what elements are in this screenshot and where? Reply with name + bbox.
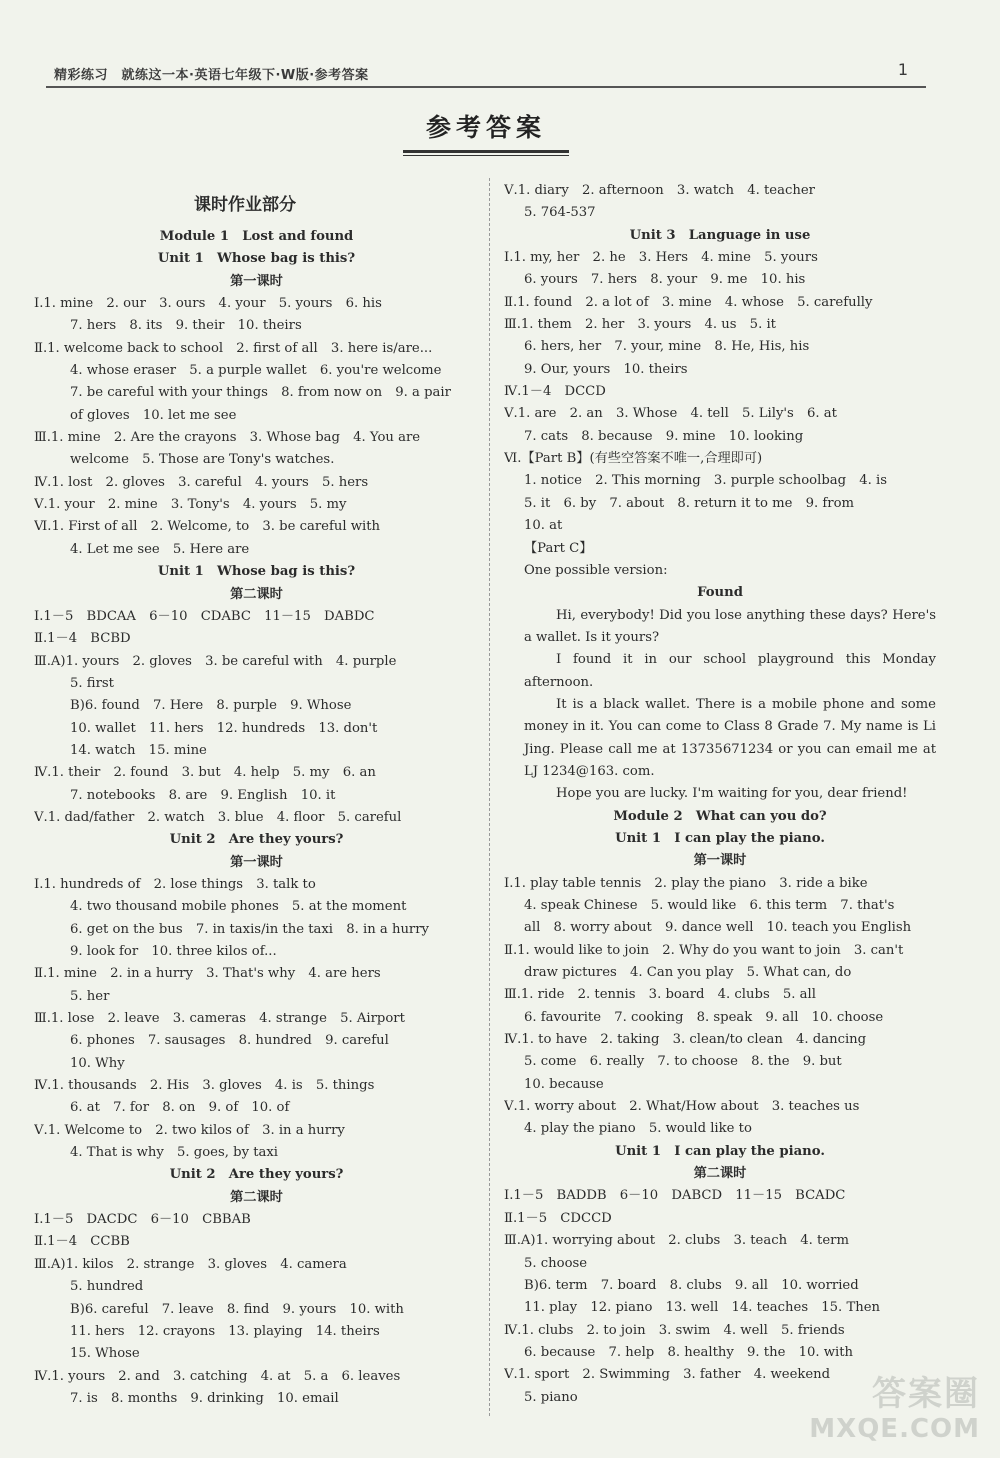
answer-line: Ⅱ.1. welcome back to school 2. first of all 3. here is/are... (34, 340, 433, 356)
answer-line: Ⅴ.1. diary 2. afternoon 3. watch 4. teacher (504, 183, 815, 198)
answer-line: 5. 764-537 (524, 205, 596, 221)
answer-line: Ⅳ.1. thousands 2. His 3. gloves 4. is 5. things (34, 1078, 375, 1094)
answer-line: Jing. Please call me at 13735671234 or you can email me at (524, 741, 936, 757)
answer-line: 4. play the piano 5. would like to (524, 1121, 752, 1137)
answer-line: 6. phones 7. sausages 8. hundred 9. careful (70, 1033, 389, 1049)
section-heading: 第二课时 (230, 586, 283, 602)
answer-line: Ⅳ.1. yours 2. and 3. catching 4. at 5. a 6. leaves (34, 1368, 401, 1384)
answer-line: Ⅰ.1. play table tennis 2. play the piano 3. ride a bike (504, 875, 868, 891)
answer-line: It is a black wallet. There is a mobile phone and some (556, 696, 936, 712)
section-heading: Unit 1 I can play the piano. (615, 1143, 825, 1159)
section-heading: 课时作业部分 (194, 195, 296, 215)
answer-line: 5. first (70, 675, 114, 691)
answer-line: B)6. term 7. board 8. clubs 9. all 10. worried (524, 1277, 859, 1293)
answer-line: Ⅲ.1. them 2. her 3. yours 4. us 5. it (504, 317, 776, 333)
section-heading: Unit 1 Whose bag is this? (157, 564, 356, 580)
answer-line: 11. hers 12. crayons 13. playing 14. theirs (70, 1323, 380, 1339)
watermark-text: 答案圈 (872, 1374, 980, 1414)
answer-line: Ⅵ.1. First of all 2. Welcome, to 3. be careful with (34, 519, 381, 535)
answer-line: Hope you are lucky. I'm waiting for you, dear friend! (556, 786, 908, 802)
page-title: 参考答案 (425, 113, 546, 142)
answer-line: 4. speak Chinese 5. would like 6. this term 7. that's (524, 898, 895, 913)
page-header (46, 60, 926, 88)
answer-line: B)6. careful 7. leave 8. find 9. yours 10. with (70, 1301, 404, 1317)
answer-line: Ⅱ.1－4 BCBD (34, 631, 131, 647)
section-heading: Module 2 What can you do? (613, 808, 827, 824)
answer-line: Ⅱ.1. would like to join 2. Why do you want to join 3. can't (504, 942, 904, 958)
answer-line: 6. favourite 7. cooking 8. speak 9. all 10. choose (524, 1009, 884, 1025)
answer-line: 6. hers, her 7. your, mine 8. He, His, his (524, 339, 810, 355)
title-underline (403, 150, 569, 156)
answer-line: 【Part C】 (524, 540, 593, 556)
answer-line: Hi, everybody! Did you lose anything these days? Here's (556, 607, 936, 623)
answer-line: Ⅰ.1. my, her 2. he 3. Hers 4. mine 5. yours (504, 250, 818, 266)
section-heading: Unit 1 I can play the piano. (615, 830, 825, 846)
answer-line: Ⅴ.1. your 2. mine 3. Tony's 4. yours 5. my (34, 497, 347, 513)
answer-line: Ⅴ.1. sport 2. Swimming 3. father 4. weekend (504, 1367, 831, 1383)
right-column (504, 180, 936, 1409)
answer-line: 7. notebooks 8. are 9. English 10. it (70, 787, 336, 803)
answer-line: LJ 1234@163. com. (524, 763, 655, 779)
answer-line: 7. is 8. months 9. drinking 10. email (70, 1390, 339, 1406)
answer-line: 7. cats 8. because 9. mine 10. looking (524, 428, 804, 444)
answer-line: 14. watch 15. mine (70, 742, 207, 758)
answer-line: 6. get on the bus 7. in taxis/in the taxi 8. in a hurry (70, 921, 429, 937)
answer-line: 10. wallet 11. hers 12. hundreds 13. don't (70, 720, 378, 736)
answer-line: Ⅳ.1－4 DCCD (504, 384, 606, 400)
answer-line: 6. yours 7. hers 8. your 9. me 10. his (524, 272, 806, 288)
answer-line: Ⅳ.1. clubs 2. to join 3. swim 4. well 5. friends (504, 1322, 845, 1338)
answer-line: Ⅳ.1. to have 2. taking 3. clean/to clean 4. dancing (504, 1032, 867, 1048)
answer-line: Ⅱ.1－5 CDCCD (504, 1210, 612, 1226)
answer-line: Ⅰ.1－5 BADDB 6－10 DABCD 11－15 BCADC (504, 1188, 846, 1204)
answer-line: welcome 5. Those are Tony's watches. (70, 452, 335, 468)
answer-line: Ⅱ.1. found 2. a lot of 3. mine 4. whose 5. carefully (504, 294, 873, 310)
answer-line: I found it in our school playground this Monday (556, 652, 936, 668)
answer-line: Ⅴ.1. dad/father 2. watch 3. blue 4. floor 5. careful (34, 809, 402, 825)
answer-line: Ⅳ.1. lost 2. gloves 3. careful 4. yours 5. hers (34, 474, 369, 490)
watermark-url: MXQE.COM (809, 1414, 980, 1444)
answer-line: Ⅲ.A)1. kilos 2. strange 3. gloves 4. camera (34, 1256, 347, 1272)
section-heading: 第一课时 (230, 273, 283, 289)
answer-line: 5. piano (524, 1389, 578, 1405)
left-column (34, 180, 479, 1410)
answer-line: of gloves 10. let me see (70, 407, 237, 423)
section-heading: 第一课时 (230, 854, 283, 870)
answer-line: 10. because (524, 1076, 604, 1092)
answer-line: Ⅱ.1. mine 2. in a hurry 3. That's why 4. are hers (34, 966, 381, 982)
answer-line: Ⅵ.【Part B】(有些空答案不唯一,合理即可) (504, 451, 763, 467)
answer-line: Ⅴ.1. worry about 2. What/How about 3. teaches us (504, 1099, 860, 1115)
watermark-logo (809, 1362, 986, 1448)
answer-line: Ⅰ.1－5 DACDC 6－10 CBBAB (34, 1212, 251, 1228)
answer-line: 5. hundred (70, 1279, 144, 1295)
answer-line: Ⅰ.1. mine 2. our 3. ours 4. your 5. yours 6. his (34, 296, 382, 312)
answer-line: Ⅴ.1. Welcome to 2. two kilos of 3. in a hurry (34, 1122, 345, 1138)
answer-line: Ⅲ.1. ride 2. tennis 3. board 4. clubs 5. all (504, 987, 816, 1003)
section-heading: 第二课时 (230, 1189, 283, 1205)
column-divider (489, 178, 490, 1416)
answer-line: 9. look for 10. three kilos of... (70, 944, 277, 959)
header-title: 精彩练习 就练这一本·英语七年级下·W版·参考答案 (54, 68, 369, 83)
section-heading: Unit 2 Are they yours? (169, 1167, 344, 1183)
answer-line: Ⅴ.1. are 2. an 3. Whose 4. tell 5. Lily's 6. at (504, 406, 837, 422)
page-number: 1 (897, 60, 908, 79)
section-heading: Found (697, 585, 743, 601)
answer-line: Ⅳ.1. their 2. found 3. but 4. help 5. my 6. an (34, 765, 376, 781)
answer-line: 11. play 12. piano 13. well 14. teaches 15. Then (524, 1300, 881, 1316)
answer-line: 5. it 6. by 7. about 8. return it to me 9. from (524, 495, 855, 511)
answer-line: all 8. worry about 9. dance well 10. teach you English (524, 920, 912, 936)
answer-line: 4. Let me see 5. Here are (70, 541, 250, 557)
answer-line: 4. That is why 5. goes, by taxi (70, 1145, 279, 1161)
answer-line: 4. two thousand mobile phones 5. at the moment (70, 899, 407, 915)
answer-line: afternoon. (524, 674, 594, 690)
section-heading: Module 1 Lost and found (159, 229, 354, 244)
answer-line: 1. notice 2. This morning 3. purple schoolbag 4. is (524, 473, 888, 489)
answer-line: Ⅲ.1. mine 2. Are the crayons 3. Whose bag 4. You are (34, 430, 421, 446)
answer-line: 6. at 7. for 8. on 9. of 10. of (70, 1100, 290, 1116)
answer-line: 10. Why (70, 1055, 125, 1071)
answer-line: draw pictures 4. Can you play 5. What can, do (524, 965, 852, 981)
answer-line: B)6. found 7. Here 8. purple 9. Whose (70, 698, 352, 714)
answer-line: 9. Our, yours 10. theirs (524, 361, 688, 377)
section-heading: Unit 3 Language in use (629, 227, 811, 243)
answer-line: money in it. You can come to Class 8 Grade 7. My name is Li (524, 719, 936, 735)
answer-line: Ⅲ.A)1. worrying about 2. clubs 3. teach 4. term (504, 1233, 849, 1249)
section-heading: 第二课时 (693, 1166, 747, 1182)
answer-line: Ⅰ.1－5 BDCAA 6－10 CDABC 11－15 DABDC (34, 608, 375, 624)
answer-line: One possible version: (524, 562, 668, 578)
section-heading: Unit 2 Are they yours? (169, 832, 344, 848)
answer-line: 5. come 6. really 7. to choose 8. the 9. but (524, 1054, 842, 1070)
answer-line: Ⅰ.1. hundreds of 2. lose things 3. talk to (34, 876, 316, 892)
answer-line: 7. be careful with your things 8. from now on 9. a pair (70, 385, 451, 401)
answer-line: Ⅲ.A)1. yours 2. gloves 3. be careful with 4. purple (34, 653, 397, 669)
answer-line: 5. her (70, 988, 110, 1004)
section-heading: 第一课时 (693, 853, 747, 869)
answer-line: 4. whose eraser 5. a purple wallet 6. you're welcome (70, 363, 442, 379)
answer-line: 7. hers 8. its 9. their 10. theirs (70, 318, 302, 334)
answer-line: Ⅱ.1－4 CCBB (34, 1234, 130, 1250)
answer-line: 5. choose (524, 1255, 588, 1271)
section-heading: Unit 1 Whose bag is this? (157, 251, 356, 267)
answer-line: 15. Whose (70, 1346, 140, 1362)
answer-line: a wallet. Is it yours? (524, 629, 660, 645)
answer-line: Ⅲ.1. lose 2. leave 3. cameras 4. strange 5. Airport (34, 1011, 405, 1027)
answer-line: 10. at (524, 518, 563, 534)
answer-line: 6. because 7. help 8. healthy 9. the 10. with (524, 1344, 854, 1360)
